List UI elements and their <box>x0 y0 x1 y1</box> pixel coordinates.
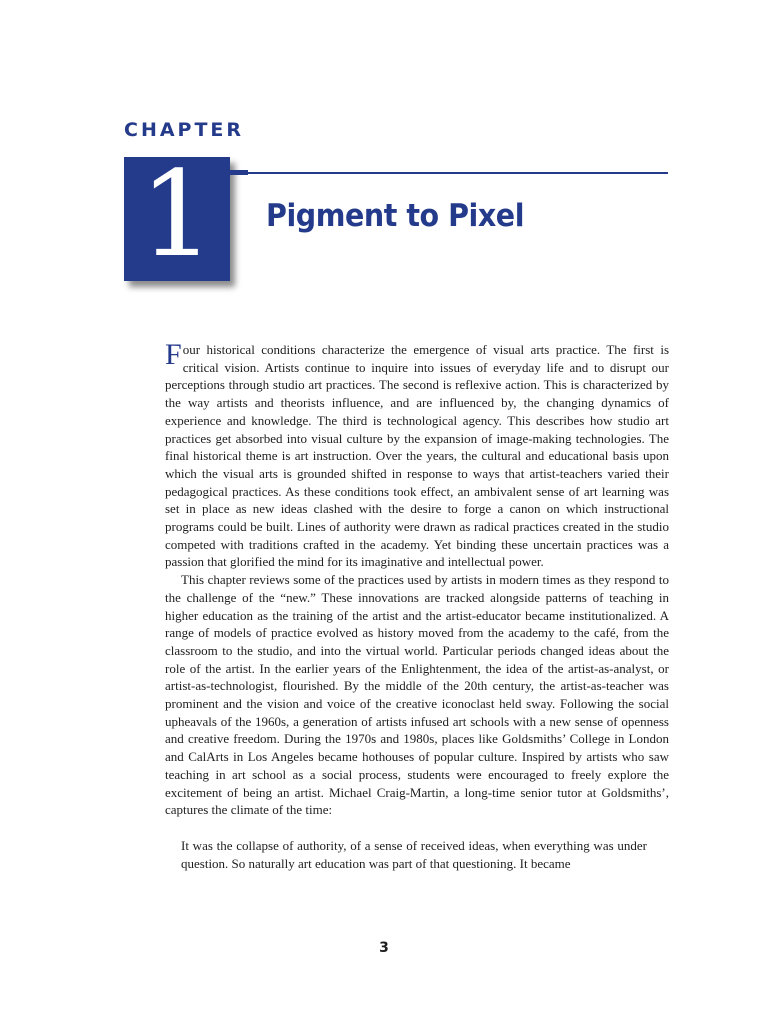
block-quote: It was the collapse of authority, of a sense of received ideas, when everything was under question. So naturally art education was part of that questioning. It became <box>181 838 647 871</box>
paragraph-1 <box>165 338 669 571</box>
page-number: 3 <box>379 940 389 956</box>
chapter-title: Pigment to Pixel <box>266 198 525 234</box>
chapter-label: CHAPTER <box>124 119 245 141</box>
chapter-number: 1 <box>139 145 215 283</box>
paragraph-1-text: our historical conditions characterize the emergence of visual arts practice. The first is critical vision. Artists continue to inquire into issues of everyday life and to disrupt our perceptions through studio art practices. The second is reflexive action. This is characterized by the way artists and theorists influence, and are influenced by, the changing dynamics of experience and knowledge. The third is technological agency. This describes how studio art practices get absorbed into visual culture by the expansion of image-making technologies. The final historical theme is art instruction. Over the years, the cultural and educational basis upon which the visual arts is grounded shifted in response to ways that artist-teachers varied their pedagogical practices. As these conditions took effect, an ambivalent sense of art learning was set in place as new ideas clashed with the desire to forge a canon on which instructional programs could be built. Lines of authority were drawn as radical practices created in the studio competed with traditions crafted in the academy. Yet binding these uncertain practices was a passion that glorified the mind for its imaginative and intellectual power. <box>165 342 669 570</box>
drop-cap: F <box>165 338 182 371</box>
chapter-number-box <box>124 145 230 283</box>
chapter-rule <box>230 172 668 174</box>
paragraph-2: This chapter reviews some of the practices used by artists in modern times as they respond to the challenge of the “new.” These innovations are tracked alongside patterns of teaching in higher education as the training of the artist and the artist-educator became institutionalized. A range of models of practice evolved as history moved from the academy to the café, from the classroom to the studio, and into the virtual world. Particular periods changed ideas about the role of the artist. In the earlier years of the Enlightenment, the idea of the artist-as-analyst, or artist-as-technologist, flourished. By the middle of the 20th century, the artist-as-teacher was prominent and the vision and voice of the creative iconoclast held sway. Following the social upheavals of the 1960s, a generation of artists infused art schools with a new sense of openness and creative freedom. During the 1970s and 1980s, places like Goldsmiths’ College in London and CalArts in Los Angeles became hothouses of popular culture. Inspired by artists who saw teaching in art school as a social process, students were encouraged to freely explore the excitement of being an artist. Michael Craig-Martin, a long-time senior tutor at Goldsmiths’, captures the climate of the time: <box>165 572 669 818</box>
body-text <box>165 338 669 819</box>
